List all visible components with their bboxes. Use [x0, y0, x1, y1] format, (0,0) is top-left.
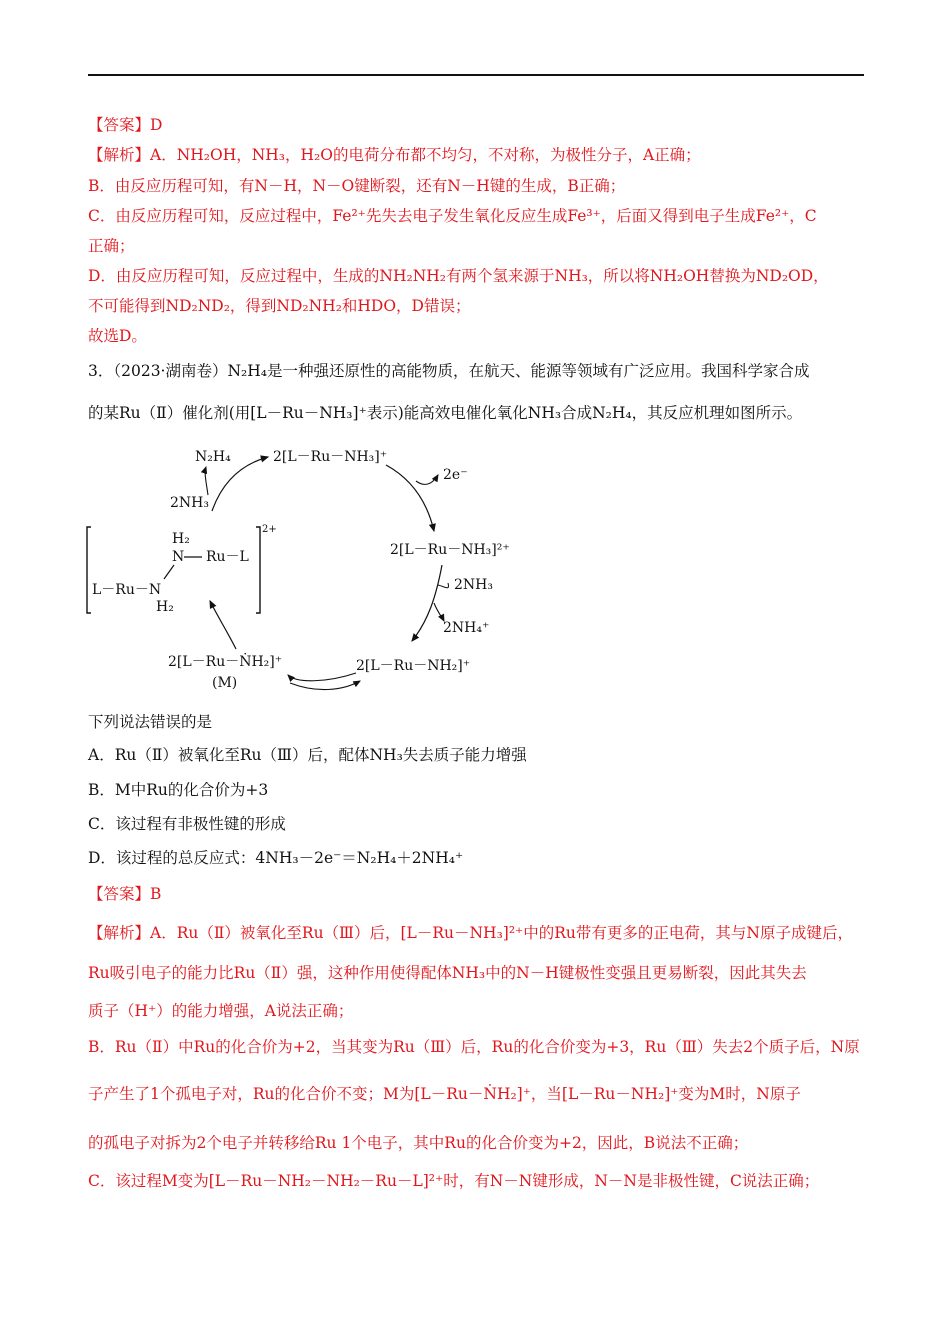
- diagram-right-species: 2[L－Ru－NH₃]²⁺: [390, 542, 510, 558]
- dimer-n-top: N: [172, 549, 185, 565]
- diagram-top-species: 2[L－Ru－NH₃]⁺: [273, 449, 388, 465]
- arrow-bottom-reverse: [288, 673, 356, 681]
- analysis-1-conclusion: 故选D。: [88, 327, 147, 345]
- dimer-h2-top: H₂: [172, 531, 190, 547]
- dimer-ru-l: Ru－L: [206, 549, 249, 565]
- question-3-stem-1: 3．（2023·湖南卷）N₂H₄是一种强还原性的高能物质，在航天、能源等领域有广泛应用。我国科学家合成: [88, 362, 810, 380]
- analysis-3-b2: 子产生了1个孤电子对，Ru的化合价不变；M为[L－Ru－ṄH₂]⁺，当[L－Ru－NH₂]⁺变为M时，N原子: [88, 1085, 801, 1103]
- arrow-bottom-forward: [290, 681, 360, 690]
- analysis-3-b1: B．Ru（Ⅱ）中Ru的化合价为+2，当其变为Ru（Ⅲ）后，Ru的化合价变为+3，Ru（Ⅲ）失去2个质子后，N原: [88, 1038, 860, 1056]
- analysis-3-a1: 【解析】A．Ru（Ⅱ）被氧化至Ru（Ⅲ）后，[L－Ru－NH₃]²⁺中的Ru带有更多的正电荷，其与N原子成键后，: [88, 924, 853, 942]
- diagram-nh4-2: 2NH₄⁺: [443, 620, 490, 636]
- diagram-bottom-left-species: 2[L－Ru－ṄH₂]⁺: [168, 654, 283, 670]
- option-b: B．M中Ru的化合价为+3: [88, 781, 269, 799]
- arrow-right-to-bottom: [412, 565, 442, 641]
- answer-1: 【答案】D: [88, 116, 163, 134]
- answer-3: 【答案】B: [88, 885, 162, 903]
- option-c: C．该过程有非极性键的形成: [88, 815, 286, 833]
- analysis-3-b3: 的孤电子对拆为2个电子并转移给Ru 1个电子，其中Ru的化合价变为+2，因此，B说法不正确；: [88, 1134, 749, 1152]
- option-a: A．Ru（Ⅱ）被氧化至Ru（Ⅲ）后，配体NH₃失去质子能力增强: [88, 746, 527, 764]
- arrow-dimer-to-top: [212, 457, 268, 511]
- diagram-n2h4: N₂H₄: [195, 449, 231, 465]
- option-d: D．该过程的总反应式：4NH₃－2e⁻＝N₂H₄＋2NH₄⁺: [88, 849, 464, 867]
- analysis-1-c2: 正确；: [88, 237, 135, 255]
- arrow-n2h4-out: [205, 467, 208, 495]
- arrow-m-to-dimer: [210, 601, 236, 649]
- diagram-electrons: 2e⁻: [443, 467, 468, 483]
- analysis-3-c1: C．该过程M变为[L－Ru－NH₂－NH₂－Ru－L]²⁺时，有N－N键形成，N－N是非极性键，C说法正确；: [88, 1172, 820, 1190]
- dimer-charge: 2+: [262, 524, 277, 535]
- analysis-3-a2: Ru吸引电子的能力比Ru（Ⅱ）强，这种作用使得配体NH₃中的N－H键极性变强且更易断裂，因此其失去: [88, 964, 807, 982]
- analysis-1-b: B．由反应历程可知，有N－H，N－O键断裂，还有N－H键的生成，B正确；: [88, 177, 626, 195]
- dimer-l-ru-n: L－Ru－N: [92, 582, 162, 598]
- header-rule: [88, 74, 864, 76]
- question-3-prompt: 下列说法错误的是: [88, 713, 213, 731]
- arrow-top-to-right: [386, 465, 434, 531]
- analysis-1-d1: D．由反应历程可知，反应过程中，生成的NH₂NH₂有两个氢来源于NH₃，所以将NH₂OH替换为ND₂OD，: [88, 267, 829, 285]
- arrow-electrons-out: [416, 475, 438, 484]
- analysis-1-d2: 不可能得到ND₂ND₂，得到ND₂NH₂和HDO，D错误；: [88, 297, 471, 315]
- diagram-nh3-2-top: 2NH₃: [170, 495, 209, 511]
- diagram-nh3-2-right: 2NH₃: [454, 577, 493, 593]
- arrow-nh4-out: [434, 603, 444, 621]
- analysis-1-c1: C．由反应历程可知，反应过程中，Fe²⁺先失去电子发生氧化反应生成Fe³⁺，后面又得到电子生成Fe²⁺，C: [88, 207, 817, 225]
- mechanism-diagram: [86, 437, 526, 697]
- dimer-h2-bottom: H₂: [156, 599, 174, 615]
- question-3-stem-2: 的某Ru（Ⅱ）催化剂(用[L－Ru－NH₃]⁺表示)能高效电催化氧化NH₃合成N₂H₄，其反应机理如图所示。: [88, 404, 803, 422]
- diagram-m-label: (M): [212, 675, 238, 691]
- analysis-3-a3: 质子（H⁺）的能力增强，A说法正确；: [88, 1002, 354, 1020]
- dimer-n-n-bond: [164, 565, 174, 579]
- analysis-1-a: 【解析】A．NH₂OH，NH₃，H₂O的电荷分布都不均匀，不对称，为极性分子，A正确；: [88, 146, 701, 164]
- arrow-nh3-in: [438, 583, 449, 588]
- diagram-bottom-right-species: 2[L－Ru－NH₂]⁺: [356, 658, 471, 674]
